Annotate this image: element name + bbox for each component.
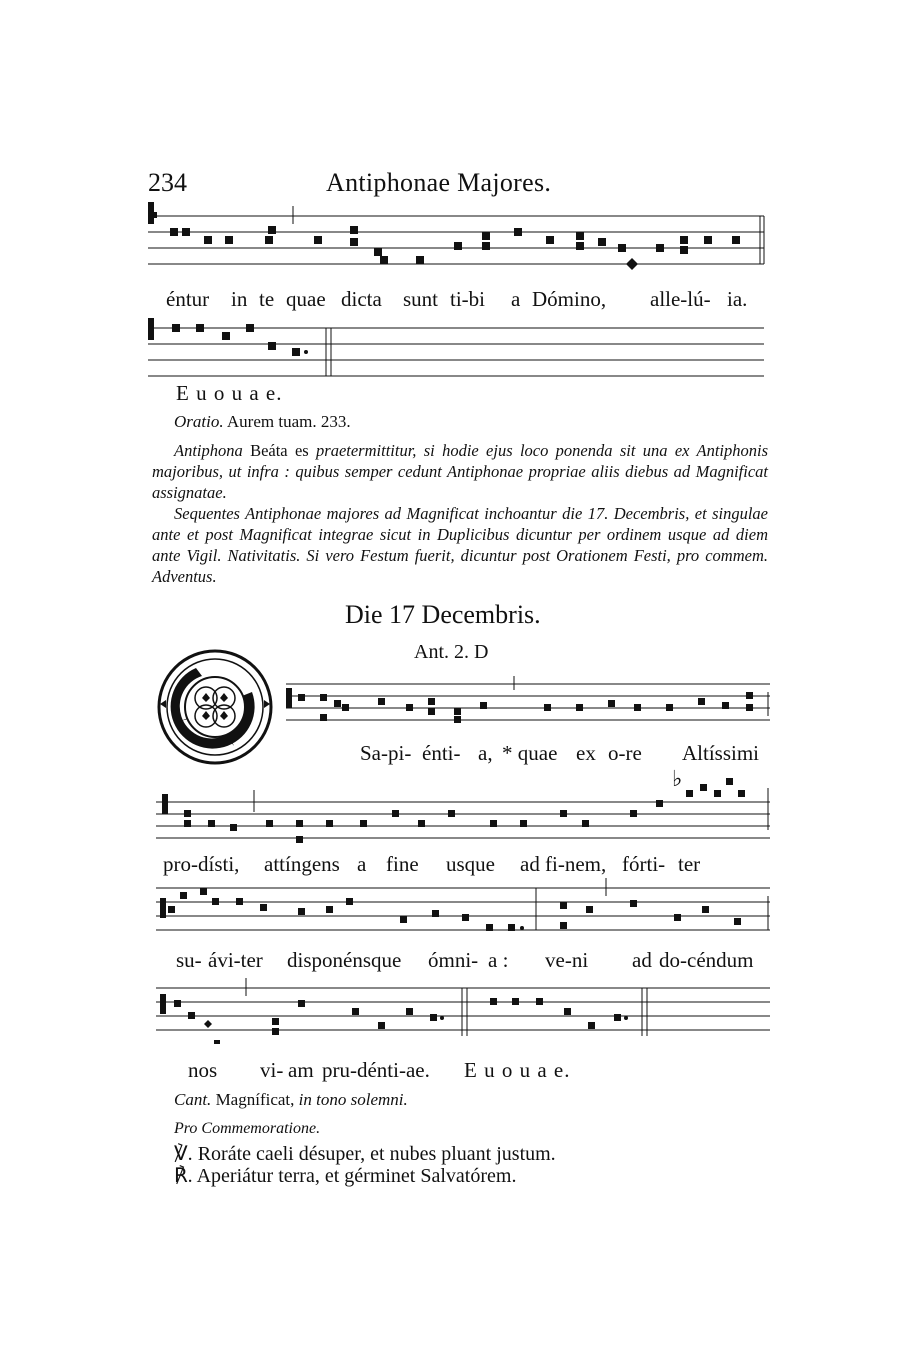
versicle-text: Roráte caeli désuper, et nubes pluant justum. <box>192 1143 556 1165</box>
lyric-syllable: ex <box>576 741 596 765</box>
lyric-syllable: usque <box>446 852 495 876</box>
lyric-syllable: ti-bi <box>450 287 485 311</box>
lyric-syllable: pro-dísti, <box>163 852 240 876</box>
lyric-syllable: attíngens <box>264 852 340 876</box>
lyric-syllable: fine <box>386 852 419 876</box>
lyric-syllable: ómni- <box>428 948 479 972</box>
lyric-syllable: am <box>288 1058 314 1082</box>
lyric-syllable: * quae <box>502 741 558 765</box>
lyric-syllable: sunt <box>403 287 439 311</box>
versicle-symbol: ℣. <box>174 1143 193 1165</box>
lyric-syllable: Altíssimi <box>682 741 760 765</box>
lyric-syllable: do-céndum <box>659 948 754 972</box>
lyric-syllable: énti- <box>422 741 461 765</box>
antiphona-label: Antiphona <box>174 441 243 460</box>
page-number: 234 <box>148 168 187 197</box>
lyric-syllable: a <box>511 287 521 311</box>
oratio-rubric <box>174 411 351 432</box>
chant-staff-3 <box>156 764 772 844</box>
chant-staff-2 <box>286 672 772 732</box>
svg-text:♭: ♭ <box>672 767 683 792</box>
commemoratio-label: Pro Commemoratione. <box>174 1120 321 1137</box>
lyric-syllable: dicta <box>341 287 382 311</box>
chant-staff-4 <box>156 878 772 950</box>
section-title: Die 17 Decembris. <box>345 600 541 629</box>
lyric-syllable: in <box>231 287 248 311</box>
lyric-syllable: a, <box>478 741 493 765</box>
response-line <box>174 1165 516 1187</box>
sequentes-rubric <box>152 503 768 587</box>
chant-staff-euouae-1 <box>148 316 768 386</box>
versicle-line <box>174 1143 556 1165</box>
decorated-initial-s <box>156 648 274 766</box>
lyric-syllable: ter <box>678 852 701 876</box>
lyric-syllable: éntur <box>166 287 210 311</box>
lyric-syllable: fi-nem, <box>545 852 607 876</box>
canticle-label: Cant. <box>174 1090 212 1109</box>
response-text: Aperiátur terra, et gérminet Salvatórem. <box>192 1165 517 1187</box>
lyric-syllable: alle-lú- <box>650 287 711 311</box>
lyric-syllable: a <box>357 852 367 876</box>
lyric-syllable: disponénsque <box>287 948 402 972</box>
lyric-syllable: o-re <box>608 741 642 765</box>
lyric-syllable: su- <box>176 948 202 972</box>
response-symbol: ℟. <box>174 1165 193 1187</box>
canticle-line <box>174 1089 408 1110</box>
lyric-syllable: quae <box>286 287 326 311</box>
euouae-text: E u o u a e. <box>176 381 283 405</box>
lyric-syllable: ávi-ter <box>208 948 263 972</box>
antiphon-mode: Ant. 2. D <box>414 641 489 663</box>
lyric-syllable: ia. <box>727 287 748 311</box>
lyric-syllable: ve-ni <box>545 948 589 972</box>
canticle-tone: in tono solemni. <box>298 1090 408 1109</box>
oratio-label: Oratio. <box>174 412 224 431</box>
lyric-syllable: fórti- <box>622 852 666 876</box>
sequentes-text: Sequentes Antiphonae majores ad Magnificat inchoantur die 17. Decembris, et singulae ante et post Magnificat integrae sicut in Duplicibus dicuntur per ordinem usque ad diem ante Vigil. Nativitatis. Si vero Festum fuerit, dicuntur post Orationem Festi, pro commem. Adventus. <box>152 504 768 586</box>
lyric-syllable: Dómino, <box>532 287 607 311</box>
antiphona-rubric <box>152 440 768 503</box>
lyric-syllable: nos <box>188 1058 218 1082</box>
lyric-syllable: Sa-pi- <box>360 741 412 765</box>
lyric-syllable: vi- <box>260 1058 284 1082</box>
antiphona-name: Beáta es <box>242 441 317 460</box>
lyric-syllable: a : <box>488 948 509 972</box>
oratio-text: Aurem tuam. 233. <box>223 412 351 431</box>
canticle-text: Magníficat, <box>211 1090 299 1109</box>
lyric-syllable: te <box>259 287 275 311</box>
lyric-syllable: ad <box>520 852 540 876</box>
running-title: Antiphonae Majores. <box>326 168 552 197</box>
chant-staff-5 <box>156 978 772 1058</box>
antiphona-rest: praetermittitur, si hodie ejus loco ponenda sit una ex Antiphonis majoribus, ut infra : quibus semper cedunt Antiphonae propriae aliis diebus ad Magnificat assignatae. <box>152 441 768 502</box>
chant-staff-1 <box>148 196 768 286</box>
lyric-syllable: pru-dénti-ae. <box>322 1058 430 1082</box>
lyric-syllable: ad <box>632 948 652 972</box>
euouae-text: E u o u a e. <box>464 1058 571 1082</box>
